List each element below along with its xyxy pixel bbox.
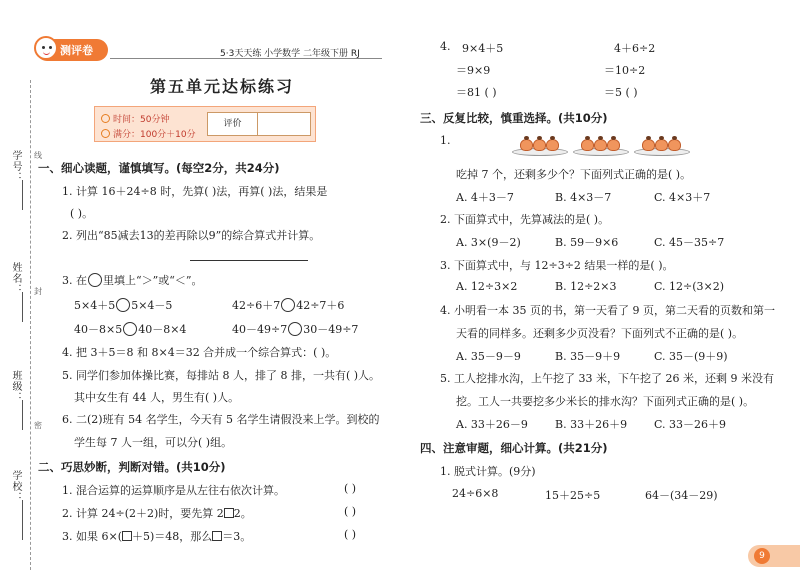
compare-circle[interactable] [116,298,130,312]
box-placeholder-icon [212,531,222,541]
s3-q3-opt-b[interactable]: B. 12÷2×3 [555,280,617,293]
section2-heading: 二、巧思妙断，判断对错。(共10分) [38,460,226,474]
s1-q1-line1: 1. 计算 16＋24÷8 时，先算( )法，再算( )法，结果是 [62,185,328,198]
grade-table [207,112,311,136]
s1-q3-r1c2: 42÷6＋7 42÷7＋6 [232,299,345,312]
s3-q4-line2: 天看的同样多。还剩多少页没看？下面列式不正确的是( )。 [456,327,744,340]
compare-circle[interactable] [123,322,137,336]
page-title: 第五单元达标练习 [150,77,295,96]
s1-q6-line1: 6. 二(2)班有 54 名学生，今天有 5 名学生请假没来上学。到校的 [62,413,380,426]
r-q4-c2-l2: ＝10÷2 [604,64,646,77]
cake-plate-icon [634,134,690,156]
r-q4-c1-l2: ＝9×9 [456,64,491,77]
test-badge-label: 测评卷 [60,44,93,57]
s3-q5-opt-a[interactable]: A. 33＋26－9 [456,418,528,431]
s3-q3-opt-c[interactable]: C. 12÷(3×2) [654,280,725,293]
s3-q4-opt-a[interactable]: A. 35－9－9 [456,350,521,363]
clock-icon [101,114,110,123]
s1-q6-line2: 学生每 7 人一组，可以分( )组。 [74,436,233,449]
box-placeholder-icon [122,531,132,541]
s1-q3-intro: 3. 在 里填上“＞”或“＜”。 [62,274,203,287]
r-q4-c1-l1: 9×4＋5 [462,42,504,55]
section4-heading: 四、注意审题，细心计算。(共21分) [420,441,608,455]
s3-q1-opt-a[interactable]: A. 4＋3－7 [456,191,514,204]
s4-expr-3: 64－(34－29) [645,489,718,502]
s3-q1-text: 吃掉 7 个，还剩多少个？下面列式正确的是( )。 [456,168,692,181]
section3-heading: 三、反复比较，慎重选择。(共10分) [420,111,608,125]
s3-q2-opt-c[interactable]: C. 45－35÷7 [654,236,725,249]
student-id-blank [22,180,23,210]
r-q4-label: 4. [440,40,451,53]
class-blank [22,400,23,430]
s3-q5-opt-b[interactable]: B. 33＋26＋9 [555,418,628,431]
mascot-icon [34,36,58,60]
s1-q4: 4. 把 3＋5＝8 和 8×4＝32 合并成一个综合算式：( )。 [62,346,337,359]
name-blank [22,292,23,322]
box-placeholder-icon [224,508,234,518]
s2-q3-answer[interactable]: ( ) [344,528,357,541]
grade-cell[interactable] [258,113,310,135]
s3-q4-opt-c[interactable]: C. 35－(9＋9) [654,350,728,363]
s3-q4-opt-b[interactable]: B. 35－9＋9 [555,350,621,363]
s1-q3-r2c1: 40－8×5 40－8×4 [74,323,187,336]
seal-char-seal: 封 [34,287,42,296]
s3-q5-line2: 挖。工人一共要挖多少米长的排水沟？下面列式正确的是( )。 [456,395,755,408]
s2-q1-answer[interactable]: ( ) [344,482,357,495]
exam-info-box [94,106,316,142]
student-id-label: 学号： [10,150,21,183]
s3-q5-line1: 5. 工人挖排水沟，上午挖了 33 米，下午挖了 26 米，还剩 9 米没有 [440,372,774,385]
s1-q2: 2. 列出“85减去13的差再除以9”的综合算式并计算。 [62,229,321,242]
s1-q3-r2c2: 40－49÷7 30－49÷7 [232,323,359,336]
s4-expr-2: 15＋25÷5 [545,489,601,502]
cake-plate-icon [512,134,568,156]
s3-q4-line1: 4. 小明看一本 35 页的书，第一天看了 9 页，第二天看的页数和第一 [440,304,775,317]
score-info: 满分：100分＋10分 [101,127,196,140]
r-q4-c2-l3: ＝5 ( ) [604,86,638,99]
r-q4-c1-l3: ＝81 ( ) [456,86,497,99]
s3-q5-opt-c[interactable]: C. 33－26＋9 [654,418,727,431]
s1-q3-r1c1: 5×4＋5 5×4－5 [74,299,173,312]
grade-label: 评价 [208,113,258,135]
s3-q1-opt-b[interactable]: B. 4×3－7 [555,191,612,204]
compare-circle[interactable] [288,322,302,336]
s3-q2-opt-a[interactable]: A. 3×(9－2) [456,236,521,249]
s2-q2-answer[interactable]: ( ) [344,505,357,518]
s3-q3-opt-a[interactable]: A. 12÷3×2 [456,280,518,293]
s3-q2-opt-b[interactable]: B. 59－9×6 [555,236,619,249]
s3-q1-opt-c[interactable]: C. 4×3＋7 [654,191,711,204]
circle-placeholder-icon [88,273,102,287]
s4-q1: 1. 脱式计算。(9分) [440,465,536,478]
s3-q1-num: 1. [440,134,451,147]
score-icon [101,129,110,138]
school-label: 学校： [10,470,21,503]
section1-heading: 一、细心读题，谨慎填写。(每空2分，共24分) [38,161,280,175]
s1-q1-line2: ( )。 [70,207,94,220]
s2-q1: 1. 混合运算的运算顺序是从左往右依次计算。 [62,484,285,497]
s3-q3-text: 3. 下面算式中，与 12÷3÷2 结果一样的是( )。 [440,259,674,272]
s1-q5-line1: 5. 同学们参加体操比赛，每排站 8 人，排了 8 排，一共有( )人。 [62,369,381,382]
s2-q3: 3. 如果 6×( ＋5)＝48，那么 ＝3。 [62,530,252,543]
s3-q2-text: 2. 下面算式中，先算减法的是( )。 [440,213,610,226]
r-q4-c2-l1: 4＋6÷2 [614,42,656,55]
s1-q2-answer-line[interactable] [190,260,308,261]
s4-expr-1: 24÷6×8 [452,487,499,500]
name-label: 姓名： [10,262,21,295]
binding-dashed-line [30,80,31,570]
series-info: 5·3天天练 小学数学 二年级下册 RJ [220,49,360,59]
school-blank [22,500,23,540]
time-info: 时间：50分钟 [101,112,169,125]
s2-q2: 2. 计算 24÷(2＋2)时，要先算 2 2。 [62,507,252,520]
header-rule [110,58,382,59]
class-label: 班级： [10,370,21,403]
s1-q5-line2: 其中女生有 44 人，男生有( )人。 [74,391,240,404]
seal-char-secret: 密 [34,421,42,430]
cake-plate-icon [573,134,629,156]
page-number: 9 [754,548,770,564]
compare-circle[interactable] [281,298,295,312]
seal-char-line: 线 [34,151,42,160]
